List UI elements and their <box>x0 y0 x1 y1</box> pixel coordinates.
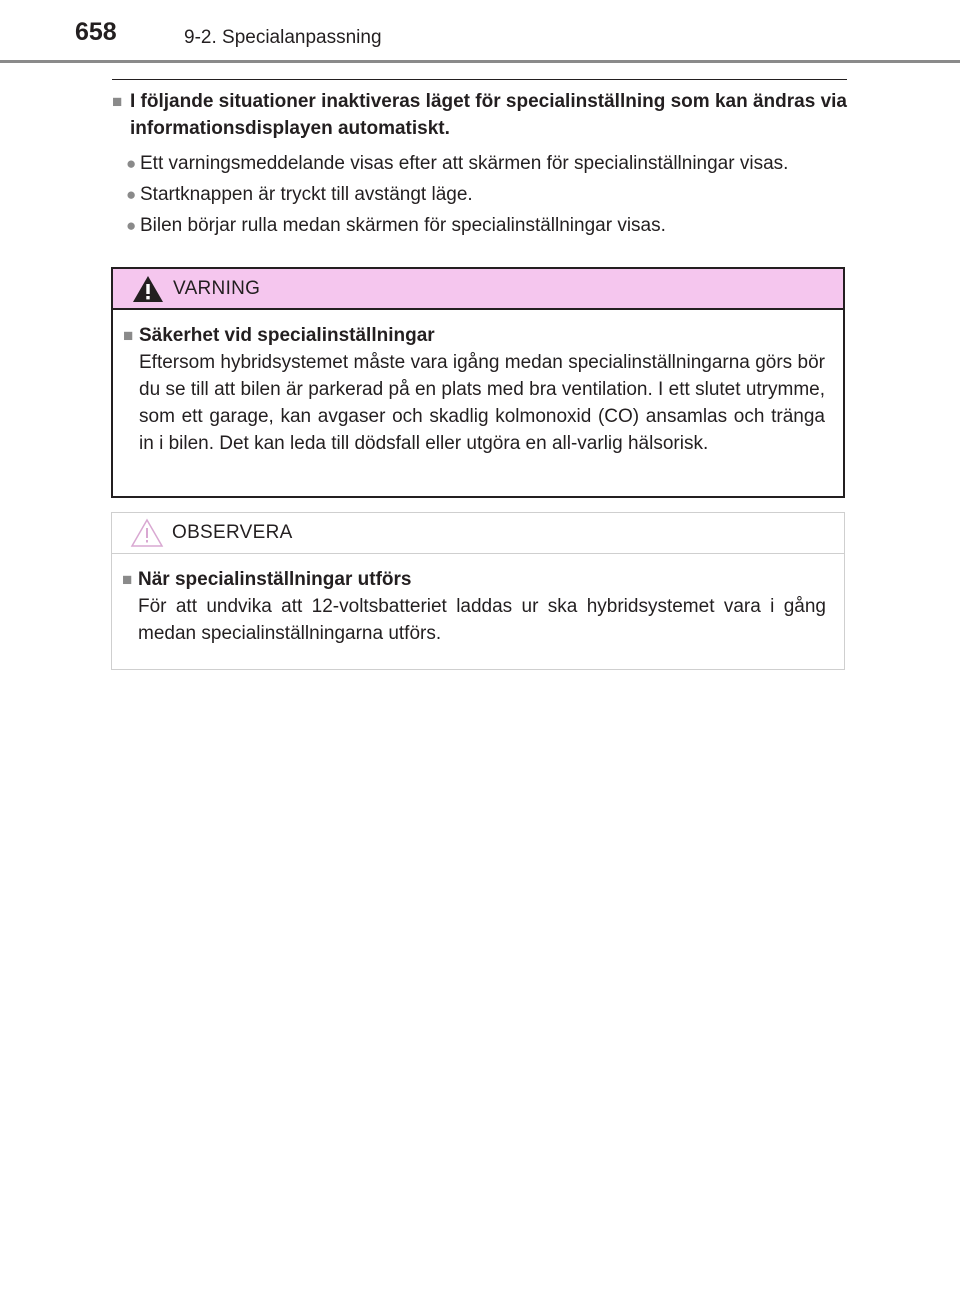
round-bullet-icon: ● <box>126 216 137 235</box>
caution-outline-triangle-icon <box>130 518 164 548</box>
warning-box <box>111 267 845 498</box>
header-divider <box>0 60 960 63</box>
square-bullet-icon: ■ <box>112 92 123 111</box>
warning-label: VARNING <box>173 277 261 299</box>
square-bullet-icon: ■ <box>123 326 134 345</box>
warning-header <box>113 269 843 310</box>
page-number: 658 <box>75 18 117 46</box>
list-item <box>126 212 847 239</box>
warning-heading <box>123 322 825 349</box>
section-title: 9-2. Specialanpassning <box>184 27 382 48</box>
notice-text: För att undvika att 12-voltsbatteriet laddas ur ska hybridsystemet vara i gång medan specialinställningarna utförs. <box>138 596 826 644</box>
list-item-text: Ett varningsmeddelande visas efter att skärmen för specialinställningar visas. <box>140 153 789 174</box>
content-divider <box>112 79 847 80</box>
intro-heading <box>112 88 847 142</box>
warning-filled-triangle-icon <box>131 274 165 304</box>
notice-heading-text: När specialinställningar utförs <box>138 569 412 590</box>
list-item-text: Bilen börjar rulla medan skärmen för specialinställningar visas. <box>140 215 666 236</box>
square-bullet-icon: ■ <box>122 570 133 589</box>
round-bullet-icon: ● <box>126 185 137 204</box>
list-item-text: Startknappen är tryckt till avstängt läge. <box>140 184 473 205</box>
warning-heading-text: Säkerhet vid specialinställningar <box>139 325 435 346</box>
notice-heading <box>122 566 826 593</box>
warning-body <box>113 310 843 457</box>
notice-box <box>111 512 845 670</box>
notice-body <box>112 554 844 647</box>
list-item <box>126 150 847 177</box>
notice-header <box>112 513 844 554</box>
notice-label: OBSERVERA <box>172 522 293 543</box>
intro-section <box>112 88 847 243</box>
warning-text: Eftersom hybridsystemet måste vara igång medan specialinställningarna görs bör du se till att bilen är parkerad på en plats med bra ventilation. I ett slutet utrymme, som ett garage, kan avgaser och skadlig kolmonoxid (CO) ansamlas och tränga in i bilen. Det kan leda till dödsfall eller utgöra en all-varlig hälsorisk. <box>139 352 825 454</box>
round-bullet-icon: ● <box>126 154 137 173</box>
intro-bullet-list <box>112 150 847 239</box>
intro-heading-text: I följande situationer inaktiveras läget för specialinställning som kan ändras via informationsdisplayen automatiskt. <box>130 91 847 139</box>
list-item <box>126 181 847 208</box>
